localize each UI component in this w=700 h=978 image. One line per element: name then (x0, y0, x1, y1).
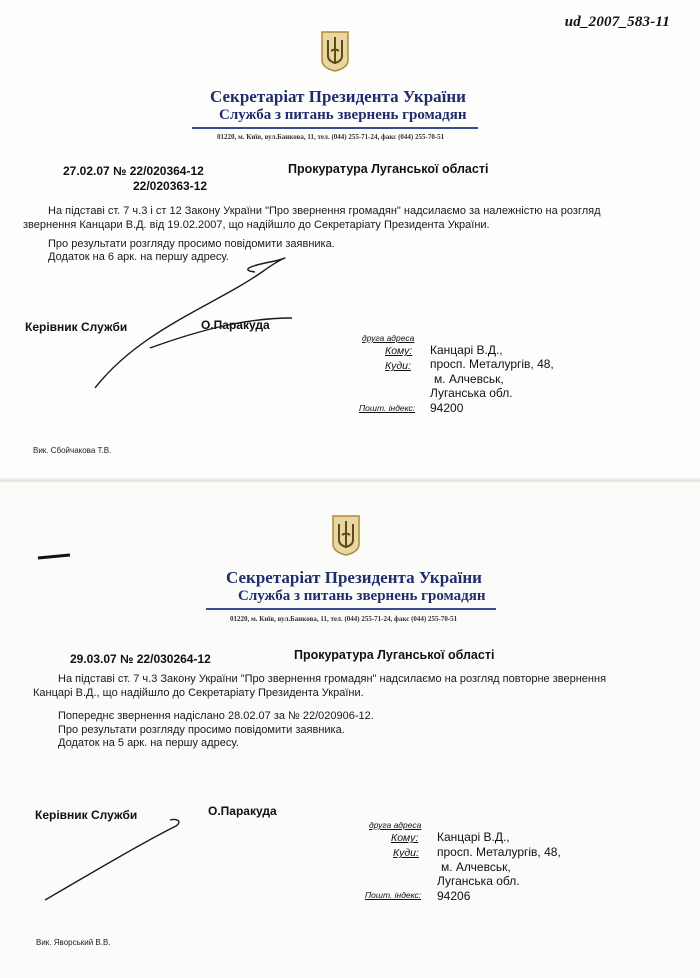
body-paragraph: Про результати розгляду просимо повідомити заявника. (58, 724, 345, 736)
org-subtitle: Служба з питань звернень громадян (238, 588, 486, 604)
where-label: Куди: (385, 360, 411, 372)
body-paragraph: Додаток на 5 арк. на першу адресу. (58, 737, 239, 749)
second-address-label: друга адреса (369, 820, 422, 830)
recipient-postcode: 94200 (430, 401, 464, 415)
to-label: Кому: (385, 345, 413, 357)
recipient-name: Канцарі В.Д., (430, 343, 503, 357)
recipient-name: Канцарі В.Д., (437, 830, 510, 844)
signer-title: Керівник Служби (35, 808, 138, 822)
body-paragraph: Додаток на 6 арк. на першу адресу. (48, 251, 229, 263)
registration-number-2: 22/020363-12 (133, 179, 208, 193)
recipient-street: просп. Металургів, 48, (430, 357, 554, 371)
org-subtitle: Служба з питань звернень громадян (219, 107, 467, 123)
recipient-street: просп. Металургів, 48, (437, 845, 561, 859)
body-paragraph: Канцарі В.Д., що надійшло до Секретаріату Президента України. (33, 687, 364, 699)
where-label: Куди: (393, 847, 419, 859)
recipient-region: Луганська обл. (437, 874, 520, 888)
postcode-label: Пошт. індекс: (365, 890, 422, 900)
executor: Вик. Сбойчакова Т.В. (33, 446, 112, 455)
addressee: Прокуратура Луганської області (288, 162, 489, 176)
signer-name: О.Паракуда (208, 804, 277, 818)
second-address-label: друга адреса (362, 333, 415, 343)
recipient-region: Луганська обл. (430, 386, 513, 400)
body-paragraph: Про результати розгляду просимо повідомити заявника. (48, 238, 335, 250)
body-paragraph: На підставі ст. 7 ч.3 Закону України "Про звернення громадян" надсилаємо на розгляд повторне звернення (58, 673, 607, 685)
document-id: ud_2007_583-11 (564, 14, 670, 30)
recipient-postcode: 94206 (437, 889, 471, 903)
signer-title: Керівник Служби (25, 320, 128, 334)
letter-2 (0, 482, 700, 978)
org-address: 01220, м. Київ, вул.Банкова, 11, тел. (044) 255-71-24, факс (044) 255-70-51 (230, 615, 458, 623)
trident-emblem-icon (331, 514, 361, 556)
letterhead-rule (192, 127, 478, 129)
org-address: 01220, м. Київ, вул.Банкова, 11, тел. (044) 255-71-24, факс (044) 255-70-51 (217, 133, 445, 141)
executor: Вик. Яворський В.В. (36, 938, 111, 947)
to-label: Кому: (391, 832, 419, 844)
postcode-label: Пошт. індекс: (359, 403, 416, 413)
letterhead-rule (206, 608, 496, 610)
org-title: Секретаріат Президента України (226, 568, 482, 587)
recipient-city: м. Алчевськ, (441, 860, 511, 874)
body-paragraph: Попереднє звернення надіслано 28.02.07 за № 22/020906-12. (58, 710, 374, 722)
addressee: Прокуратура Луганської області (294, 648, 495, 662)
signer-name: О.Паракуда (201, 318, 270, 332)
letter-1 (0, 0, 700, 480)
body-paragraph: На підставі ст. 7 ч.3 і ст 12 Закону України "Про звернення громадян" надсилаємо за належністю на розгляд (48, 205, 601, 217)
body-paragraph: звернення Канцари В.Д. від 19.02.2007, що надійшло до Секретаріату Президента України. (23, 219, 490, 231)
org-title: Секретаріат Президента України (210, 87, 466, 106)
recipient-city: м. Алчевськ, (434, 372, 504, 386)
registration-number: 27.02.07 № 22/020364-12 (63, 164, 204, 178)
registration-number: 29.03.07 № 22/030264-12 (70, 652, 211, 666)
trident-emblem-icon (320, 30, 350, 72)
